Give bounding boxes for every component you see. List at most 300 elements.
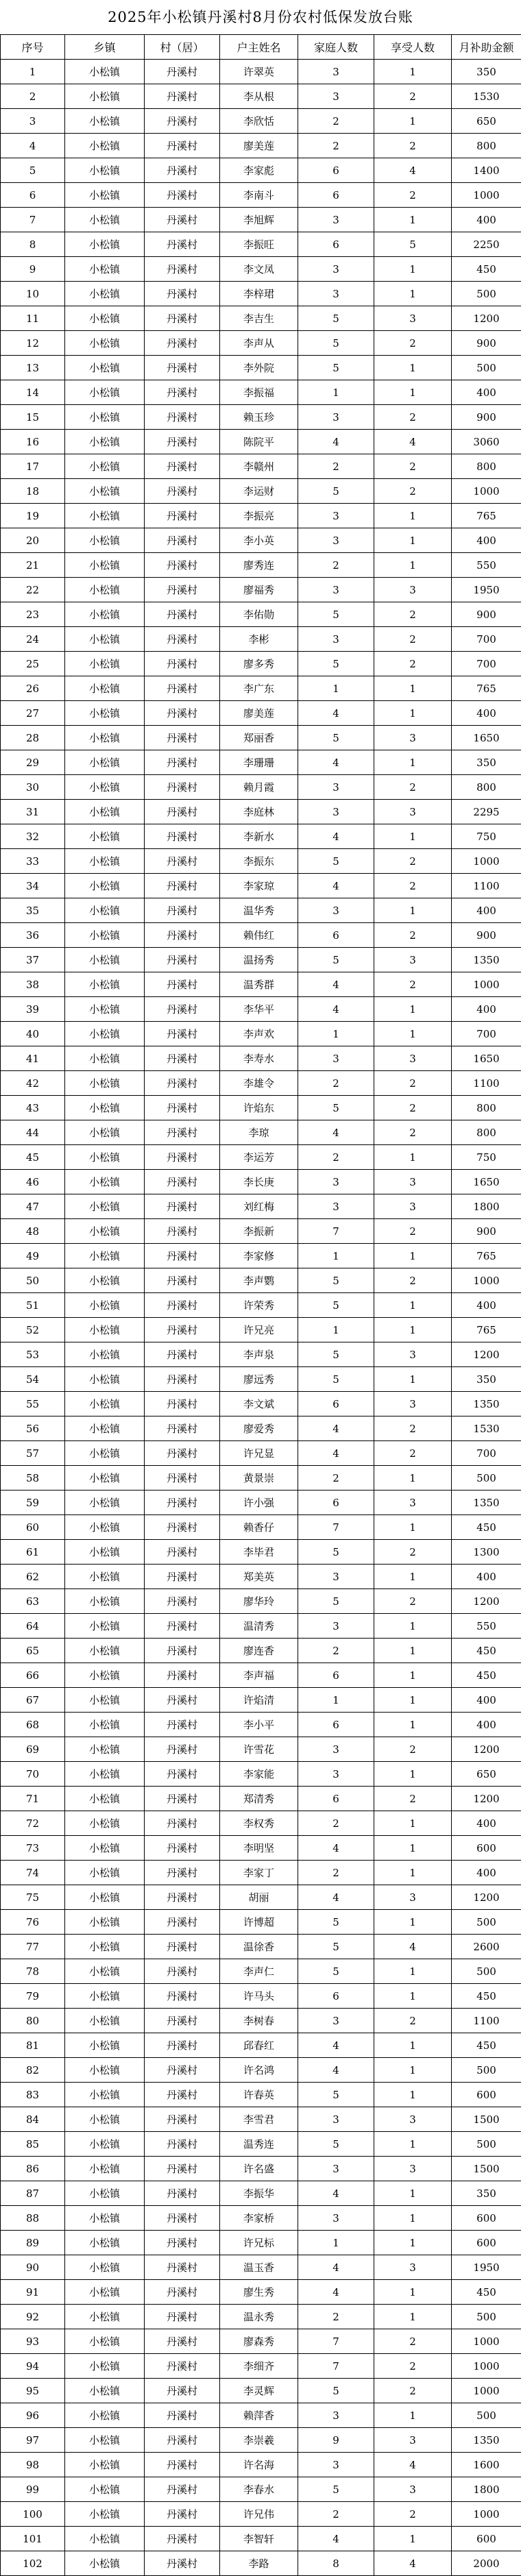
cell-beneficiary-count: 1 — [374, 1984, 452, 2009]
table-row — [1, 2527, 521, 2551]
cell-town: 小松镇 — [65, 405, 145, 430]
cell-village: 丹溪村 — [145, 306, 220, 331]
cell-monthly-subsidy: 1100 — [452, 2009, 521, 2033]
table-row — [1, 1713, 521, 1737]
cell-town: 小松镇 — [65, 134, 145, 158]
cell-town: 小松镇 — [65, 1342, 145, 1367]
cell-index: 36 — [1, 923, 65, 948]
cell-monthly-subsidy: 350 — [452, 1367, 521, 1392]
cell-monthly-subsidy: 450 — [452, 1515, 521, 1540]
cell-index: 34 — [1, 874, 65, 898]
cell-householder: 廖远秀 — [220, 1367, 298, 1392]
cell-village: 丹溪村 — [145, 1910, 220, 1935]
cell-beneficiary-count: 3 — [374, 800, 452, 824]
cell-town: 小松镇 — [65, 1836, 145, 1861]
cell-town: 小松镇 — [65, 1441, 145, 1466]
cell-beneficiary-count: 2 — [374, 602, 452, 627]
cell-beneficiary-count: 1 — [374, 2058, 452, 2083]
cell-family-count: 4 — [298, 2058, 374, 2083]
cell-index: 72 — [1, 1811, 65, 1836]
table-row — [1, 824, 521, 849]
cell-monthly-subsidy: 800 — [452, 134, 521, 158]
cell-beneficiary-count: 4 — [374, 158, 452, 183]
cell-index: 26 — [1, 676, 65, 701]
cell-beneficiary-count: 3 — [374, 2255, 452, 2280]
cell-householder: 许焰东 — [220, 1096, 298, 1120]
cell-index: 46 — [1, 1170, 65, 1194]
cell-beneficiary-count: 2 — [374, 849, 452, 874]
table-row — [1, 158, 521, 183]
cell-index: 90 — [1, 2255, 65, 2280]
cell-monthly-subsidy: 550 — [452, 553, 521, 578]
cell-monthly-subsidy: 900 — [452, 1219, 521, 1244]
cell-town: 小松镇 — [65, 972, 145, 997]
cell-householder: 李广东 — [220, 676, 298, 701]
cell-town: 小松镇 — [65, 2083, 145, 2107]
cell-town: 小松镇 — [65, 1022, 145, 1046]
cell-town: 小松镇 — [65, 1540, 145, 1565]
cell-index: 78 — [1, 1959, 65, 1984]
cell-index: 9 — [1, 257, 65, 282]
cell-town: 小松镇 — [65, 257, 145, 282]
cell-family-count: 3 — [298, 578, 374, 602]
cell-beneficiary-count: 1 — [374, 1515, 452, 1540]
cell-monthly-subsidy: 1000 — [452, 479, 521, 504]
cell-town: 小松镇 — [65, 652, 145, 676]
cell-beneficiary-count: 1 — [374, 1565, 452, 1589]
cell-index: 25 — [1, 652, 65, 676]
cell-town: 小松镇 — [65, 1515, 145, 1540]
cell-family-count: 1 — [298, 380, 374, 405]
cell-family-count: 6 — [298, 158, 374, 183]
cell-village: 丹溪村 — [145, 1071, 220, 1096]
cell-householder: 温扬秀 — [220, 948, 298, 972]
cell-monthly-subsidy: 400 — [452, 528, 521, 553]
cell-monthly-subsidy: 700 — [452, 1022, 521, 1046]
cell-householder: 廖秀连 — [220, 553, 298, 578]
cell-index: 38 — [1, 972, 65, 997]
cell-beneficiary-count: 2 — [374, 1787, 452, 1811]
cell-family-count: 2 — [298, 553, 374, 578]
cell-monthly-subsidy: 1200 — [452, 1342, 521, 1367]
cell-monthly-subsidy: 400 — [452, 208, 521, 232]
cell-householder: 李外院 — [220, 356, 298, 380]
cell-beneficiary-count: 1 — [374, 553, 452, 578]
cell-beneficiary-count: 2 — [374, 652, 452, 676]
cell-householder: 李声泉 — [220, 1342, 298, 1367]
table-row — [1, 1811, 521, 1836]
table-row — [1, 430, 521, 454]
table-row — [1, 2403, 521, 2428]
cell-householder: 廖美莲 — [220, 701, 298, 726]
cell-family-count: 4 — [298, 997, 374, 1022]
table-row — [1, 60, 521, 84]
cell-family-count: 3 — [298, 1614, 374, 1639]
cell-index: 5 — [1, 158, 65, 183]
cell-village: 丹溪村 — [145, 1392, 220, 1416]
cell-beneficiary-count: 2 — [374, 1416, 452, 1441]
cell-village: 丹溪村 — [145, 2527, 220, 2551]
cell-monthly-subsidy: 500 — [452, 1910, 521, 1935]
cell-village: 丹溪村 — [145, 2157, 220, 2181]
cell-village: 丹溪村 — [145, 627, 220, 652]
cell-family-count: 3 — [298, 84, 374, 109]
cell-beneficiary-count: 4 — [374, 1935, 452, 1959]
cell-town: 小松镇 — [65, 331, 145, 356]
cell-householder: 李智轩 — [220, 2527, 298, 2551]
cell-householder: 李寿水 — [220, 1046, 298, 1071]
cell-village: 丹溪村 — [145, 553, 220, 578]
cell-monthly-subsidy: 1200 — [452, 1885, 521, 1910]
cell-householder: 廖多秀 — [220, 652, 298, 676]
table-row — [1, 232, 521, 257]
cell-town: 小松镇 — [65, 1589, 145, 1614]
cell-town: 小松镇 — [65, 1491, 145, 1515]
cell-index: 80 — [1, 2009, 65, 2033]
cell-village: 丹溪村 — [145, 824, 220, 849]
cell-householder: 李路 — [220, 2551, 298, 2576]
cell-town: 小松镇 — [65, 1984, 145, 2009]
cell-family-count: 4 — [298, 1885, 374, 1910]
cell-town: 小松镇 — [65, 2058, 145, 2083]
table-row — [1, 1022, 521, 1046]
cell-monthly-subsidy: 400 — [452, 898, 521, 923]
table-row — [1, 479, 521, 504]
cell-beneficiary-count: 1 — [374, 1836, 452, 1861]
cell-beneficiary-count: 2 — [374, 775, 452, 800]
cell-town: 小松镇 — [65, 430, 145, 454]
cell-family-count: 2 — [298, 1861, 374, 1885]
cell-index: 97 — [1, 2428, 65, 2453]
cell-beneficiary-count: 2 — [374, 2009, 452, 2033]
cell-village: 丹溪村 — [145, 1318, 220, 1342]
cell-householder: 廖生秀 — [220, 2280, 298, 2305]
cell-beneficiary-count: 1 — [374, 824, 452, 849]
cell-monthly-subsidy: 765 — [452, 1244, 521, 1268]
cell-monthly-subsidy: 600 — [452, 2083, 521, 2107]
cell-village: 丹溪村 — [145, 1614, 220, 1639]
cell-village: 丹溪村 — [145, 602, 220, 627]
cell-householder: 李彬 — [220, 627, 298, 652]
cell-monthly-subsidy: 900 — [452, 331, 521, 356]
cell-beneficiary-count: 1 — [374, 356, 452, 380]
cell-householder: 许博超 — [220, 1910, 298, 1935]
cell-family-count: 3 — [298, 2157, 374, 2181]
cell-householder: 李声仁 — [220, 1959, 298, 1984]
cell-householder: 李毕君 — [220, 1540, 298, 1565]
cell-family-count: 6 — [298, 1787, 374, 1811]
cell-village: 丹溪村 — [145, 282, 220, 306]
table-row — [1, 134, 521, 158]
cell-village: 丹溪村 — [145, 1836, 220, 1861]
table-row — [1, 257, 521, 282]
cell-monthly-subsidy: 500 — [452, 2132, 521, 2157]
table-row — [1, 2354, 521, 2379]
cell-householder: 李树春 — [220, 2009, 298, 2033]
table-row — [1, 2033, 521, 2058]
table-row — [1, 972, 521, 997]
cell-town: 小松镇 — [65, 2107, 145, 2132]
cell-beneficiary-count: 3 — [374, 1046, 452, 1071]
cell-beneficiary-count: 2 — [374, 454, 452, 479]
cell-town: 小松镇 — [65, 701, 145, 726]
cell-monthly-subsidy: 450 — [452, 1984, 521, 2009]
cell-village: 丹溪村 — [145, 1861, 220, 1885]
cell-index: 13 — [1, 356, 65, 380]
cell-index: 77 — [1, 1935, 65, 1959]
cell-index: 87 — [1, 2181, 65, 2206]
cell-family-count: 2 — [298, 1145, 374, 1170]
cell-family-count: 3 — [298, 405, 374, 430]
cell-monthly-subsidy: 1200 — [452, 1589, 521, 1614]
cell-monthly-subsidy: 350 — [452, 60, 521, 84]
cell-family-count: 5 — [298, 1910, 374, 1935]
cell-beneficiary-count: 2 — [374, 972, 452, 997]
cell-town: 小松镇 — [65, 1861, 145, 1885]
table-row — [1, 652, 521, 676]
cell-family-count: 5 — [298, 2132, 374, 2157]
cell-beneficiary-count: 1 — [374, 1861, 452, 1885]
cell-monthly-subsidy: 2250 — [452, 232, 521, 257]
cell-beneficiary-count: 2 — [374, 405, 452, 430]
cell-family-count: 4 — [298, 972, 374, 997]
table-row — [1, 1491, 521, 1515]
table-row — [1, 800, 521, 824]
cell-householder: 许兄标 — [220, 2231, 298, 2255]
cell-town: 小松镇 — [65, 2181, 145, 2206]
cell-town: 小松镇 — [65, 84, 145, 109]
cell-index: 88 — [1, 2206, 65, 2231]
cell-householder: 李明坚 — [220, 1836, 298, 1861]
cell-monthly-subsidy: 750 — [452, 1145, 521, 1170]
cell-index: 4 — [1, 134, 65, 158]
cell-beneficiary-count: 4 — [374, 2453, 452, 2477]
cell-town: 小松镇 — [65, 800, 145, 824]
cell-index: 75 — [1, 1885, 65, 1910]
cell-index: 43 — [1, 1096, 65, 1120]
cell-town: 小松镇 — [65, 1787, 145, 1811]
cell-monthly-subsidy: 500 — [452, 2305, 521, 2329]
cell-householder: 许兄显 — [220, 1441, 298, 1466]
cell-index: 84 — [1, 2107, 65, 2132]
cell-householder: 许焰清 — [220, 1688, 298, 1713]
cell-index: 2 — [1, 84, 65, 109]
cell-town: 小松镇 — [65, 775, 145, 800]
cell-monthly-subsidy: 450 — [452, 257, 521, 282]
cell-householder: 许翠英 — [220, 60, 298, 84]
table-row — [1, 701, 521, 726]
cell-family-count: 1 — [298, 1022, 374, 1046]
cell-village: 丹溪村 — [145, 923, 220, 948]
cell-monthly-subsidy: 450 — [452, 2280, 521, 2305]
cell-monthly-subsidy: 550 — [452, 1614, 521, 1639]
table-row — [1, 2551, 521, 2576]
cell-householder: 邱春红 — [220, 2033, 298, 2058]
cell-beneficiary-count: 1 — [374, 2132, 452, 2157]
cell-monthly-subsidy: 1500 — [452, 2107, 521, 2132]
cell-village: 丹溪村 — [145, 356, 220, 380]
cell-householder: 郑清秀 — [220, 1787, 298, 1811]
cell-family-count: 3 — [298, 1046, 374, 1071]
cell-index: 32 — [1, 824, 65, 849]
cell-family-count: 5 — [298, 726, 374, 750]
cell-family-count: 3 — [298, 775, 374, 800]
cell-householder: 廖华玲 — [220, 1589, 298, 1614]
table-row — [1, 2477, 521, 2502]
cell-householder: 廖美莲 — [220, 134, 298, 158]
cell-householder: 李珊珊 — [220, 750, 298, 775]
cell-monthly-subsidy: 1650 — [452, 1046, 521, 1071]
cell-beneficiary-count: 1 — [374, 504, 452, 528]
cell-monthly-subsidy: 500 — [452, 282, 521, 306]
table-row — [1, 1268, 521, 1293]
cell-village: 丹溪村 — [145, 2354, 220, 2379]
cell-village: 丹溪村 — [145, 578, 220, 602]
cell-beneficiary-count: 1 — [374, 1811, 452, 1836]
cell-village: 丹溪村 — [145, 2551, 220, 2576]
cell-beneficiary-count: 1 — [374, 2181, 452, 2206]
cell-town: 小松镇 — [65, 849, 145, 874]
table-row — [1, 1935, 521, 1959]
cell-index: 40 — [1, 1022, 65, 1046]
table-row — [1, 1392, 521, 1416]
cell-family-count: 4 — [298, 701, 374, 726]
cell-monthly-subsidy: 650 — [452, 1762, 521, 1787]
cell-index: 96 — [1, 2403, 65, 2428]
cell-householder: 赖玉珍 — [220, 405, 298, 430]
cell-monthly-subsidy: 350 — [452, 2181, 521, 2206]
cell-village: 丹溪村 — [145, 2379, 220, 2403]
cell-householder: 李振旺 — [220, 232, 298, 257]
cell-village: 丹溪村 — [145, 2058, 220, 2083]
cell-town: 小松镇 — [65, 1762, 145, 1787]
cell-index: 79 — [1, 1984, 65, 2009]
cell-monthly-subsidy: 2600 — [452, 1935, 521, 1959]
cell-beneficiary-count: 3 — [374, 2157, 452, 2181]
cell-index: 41 — [1, 1046, 65, 1071]
cell-monthly-subsidy: 1600 — [452, 2453, 521, 2477]
column-header-village: 村（居） — [145, 35, 220, 60]
cell-family-count: 5 — [298, 1589, 374, 1614]
table-row — [1, 602, 521, 627]
cell-index: 61 — [1, 1540, 65, 1565]
cell-index: 86 — [1, 2157, 65, 2181]
cell-family-count: 5 — [298, 948, 374, 972]
cell-town: 小松镇 — [65, 627, 145, 652]
cell-monthly-subsidy: 1000 — [452, 183, 521, 208]
cell-index: 45 — [1, 1145, 65, 1170]
cell-index: 22 — [1, 578, 65, 602]
cell-monthly-subsidy: 1800 — [452, 2477, 521, 2502]
column-header-town: 乡镇 — [65, 35, 145, 60]
cell-householder: 温徐香 — [220, 1935, 298, 1959]
cell-family-count: 3 — [298, 1565, 374, 1589]
cell-monthly-subsidy: 900 — [452, 923, 521, 948]
cell-family-count: 4 — [298, 2280, 374, 2305]
cell-householder: 李从根 — [220, 84, 298, 109]
cell-monthly-subsidy: 1350 — [452, 948, 521, 972]
cell-village: 丹溪村 — [145, 1811, 220, 1836]
cell-beneficiary-count: 1 — [374, 898, 452, 923]
cell-beneficiary-count: 3 — [374, 578, 452, 602]
cell-family-count: 3 — [298, 2009, 374, 2033]
cell-town: 小松镇 — [65, 454, 145, 479]
table-row — [1, 1540, 521, 1565]
cell-householder: 李声从 — [220, 331, 298, 356]
cell-town: 小松镇 — [65, 2354, 145, 2379]
cell-householder: 黄景崇 — [220, 1466, 298, 1491]
table-row — [1, 553, 521, 578]
table-row — [1, 1589, 521, 1614]
cell-householder: 李旭辉 — [220, 208, 298, 232]
cell-village: 丹溪村 — [145, 2206, 220, 2231]
cell-village: 丹溪村 — [145, 1342, 220, 1367]
cell-index: 57 — [1, 1441, 65, 1466]
cell-town: 小松镇 — [65, 504, 145, 528]
cell-monthly-subsidy: 1350 — [452, 1491, 521, 1515]
cell-index: 58 — [1, 1466, 65, 1491]
cell-family-count: 2 — [298, 454, 374, 479]
cell-town: 小松镇 — [65, 109, 145, 134]
cell-family-count: 3 — [298, 1170, 374, 1194]
cell-beneficiary-count: 2 — [374, 183, 452, 208]
cell-index: 19 — [1, 504, 65, 528]
cell-householder: 廖福秀 — [220, 578, 298, 602]
table-row — [1, 1071, 521, 1096]
cell-village: 丹溪村 — [145, 676, 220, 701]
cell-householder: 温秀群 — [220, 972, 298, 997]
cell-beneficiary-count: 1 — [374, 1713, 452, 1737]
table-row — [1, 1219, 521, 1244]
cell-beneficiary-count: 1 — [374, 2231, 452, 2255]
cell-family-count: 1 — [298, 1244, 374, 1268]
cell-beneficiary-count: 3 — [374, 1194, 452, 1219]
cell-beneficiary-count: 1 — [374, 380, 452, 405]
table-row — [1, 923, 521, 948]
cell-town: 小松镇 — [65, 282, 145, 306]
cell-householder: 李雪君 — [220, 2107, 298, 2132]
cell-town: 小松镇 — [65, 1145, 145, 1170]
cell-family-count: 4 — [298, 430, 374, 454]
cell-village: 丹溪村 — [145, 109, 220, 134]
cell-family-count: 6 — [298, 1984, 374, 2009]
table-row — [1, 1910, 521, 1935]
cell-householder: 赖香仔 — [220, 1515, 298, 1540]
cell-monthly-subsidy: 400 — [452, 1713, 521, 1737]
cell-beneficiary-count: 2 — [374, 923, 452, 948]
cell-village: 丹溪村 — [145, 701, 220, 726]
table-row — [1, 2428, 521, 2453]
cell-index: 47 — [1, 1194, 65, 1219]
cell-town: 小松镇 — [65, 2477, 145, 2502]
cell-monthly-subsidy: 400 — [452, 997, 521, 1022]
table-row — [1, 1120, 521, 1145]
cell-beneficiary-count: 1 — [374, 1244, 452, 1268]
table-row — [1, 2280, 521, 2305]
cell-monthly-subsidy: 765 — [452, 1318, 521, 1342]
cell-householder: 李小平 — [220, 1713, 298, 1737]
table-row — [1, 282, 521, 306]
cell-town: 小松镇 — [65, 2379, 145, 2403]
cell-monthly-subsidy: 800 — [452, 1120, 521, 1145]
cell-householder: 李家丁 — [220, 1861, 298, 1885]
cell-town: 小松镇 — [65, 2280, 145, 2305]
cell-householder: 李文斌 — [220, 1392, 298, 1416]
cell-index: 76 — [1, 1910, 65, 1935]
cell-index: 99 — [1, 2477, 65, 2502]
cell-householder: 李新水 — [220, 824, 298, 849]
table-row — [1, 1614, 521, 1639]
